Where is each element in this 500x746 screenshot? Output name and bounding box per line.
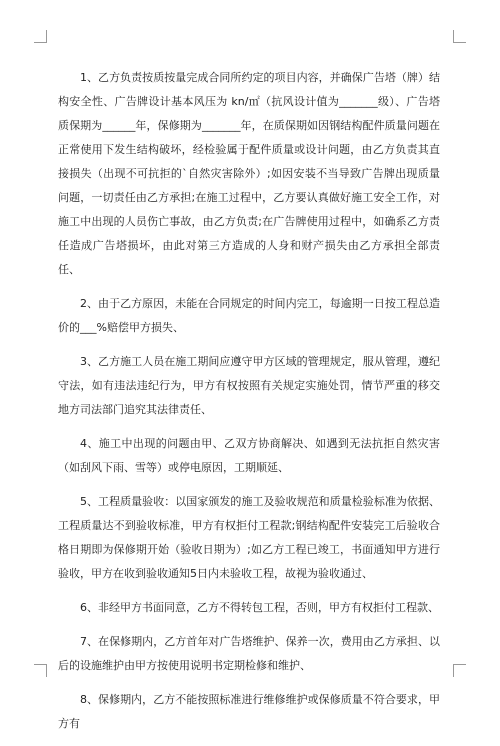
paragraph-8: 8、保修期内，乙方不能按照标准进行维修维护或保修质量不符合要求，甲方有 [58, 693, 440, 730]
crop-mark-bottom-right [453, 664, 466, 677]
crop-mark-bottom-left [34, 664, 47, 677]
paragraph-1: 1、乙方负责按质按量完成合同所约定的项目内容，并确保广告塔（牌）结构安全性、广告牌设计基本风压为 kn/㎡（抗风设计值为_______级）、广告塔质保期为______年，保修期为_______年，在质保期如因钢结构配件质量问题在正常使用下发生结构破坏，经检验属于配件质量或设计问题，由乙方负责其直接损失（出现不可抗拒的`自然灾害除外）;如因安装不当导致广告牌出现质量问题，一切责任由乙方承担;在施工过程中，乙方要认真做好施工安全工作，对施工中出现的人员伤亡事故，由乙方负责;在广告牌使用过程中，如确系乙方责任造成广告塔损坏，由此对第三方造成的人身和财产损失由乙方承担全部责任、 [58, 71, 440, 276]
paragraph-6: 6、非经甲方书面同意，乙方不得转包工程，否则，甲方有权拒付工程款、 [80, 601, 439, 614]
crop-mark-top-right [453, 30, 466, 43]
paragraph-2: 2、由于乙方原因，未能在合同规定的时间内完工，每逾期一日按工程总造价的___%赔偿甲方损失、 [58, 297, 440, 334]
paragraph-7: 7、在保修期内，乙方首年对广告塔维护、保养一次，费用由乙方承担、以后的设施维护由甲方按使用说明书定期检修和维护、 [58, 635, 440, 672]
paragraph-4: 4、施工中出现的问题由甲、乙双方协商解决、如遇到无法抗拒自然灾害（如刮风下雨、雪等）或停电原因，工期顺延、 [58, 437, 440, 474]
crop-mark-top-left [34, 30, 47, 43]
paragraph-3: 3、乙方施工人员在施工期间应遵守甲方区域的管理规定，服从管理，遵纪守法，如有违法违纪行为，甲方有权按照有关规定实施处罚，情节严重的移交地方司法部门追究其法律责任、 [58, 355, 440, 416]
paragraph-5: 5、工程质量验收：以国家颁发的施工及验收规范和质量检验标准为依据、工程质量达不到验收标准，甲方有权拒付工程款;钢结构配件安装完工后验收合格日期即为保修期开始（验收日期为）;如乙方工程已竣工，书面通知甲方进行验收，甲方在收到验收通知5日内未验收工程，故视为验收通过、 [58, 495, 440, 580]
document-body [58, 66, 440, 746]
